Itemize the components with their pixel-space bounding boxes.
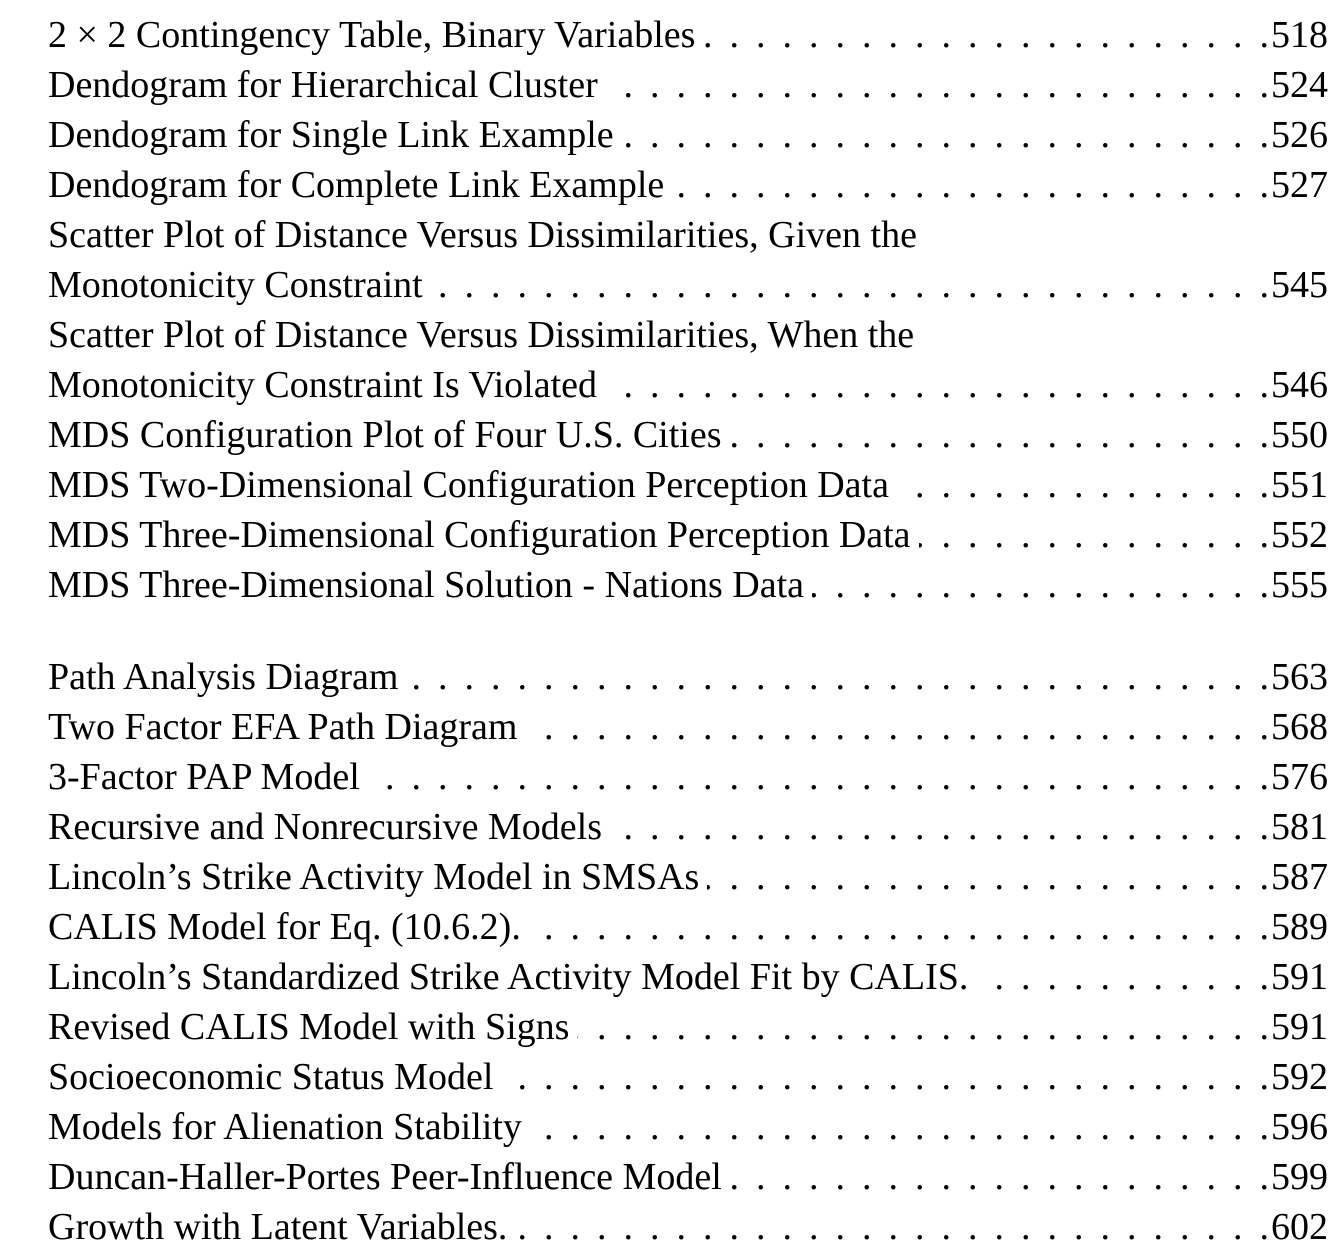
- entry-page-number: 587: [1271, 856, 1328, 898]
- dot-leader: [707, 852, 1269, 902]
- dot-leader: [431, 260, 1269, 310]
- dot-leader: [730, 1152, 1269, 1202]
- entry-page-number: 527: [1271, 164, 1328, 206]
- toc-entry[interactable]: [48, 702, 1328, 752]
- toc-entry[interactable]: [48, 10, 1328, 60]
- entry-page-number: 550: [1271, 414, 1328, 456]
- entry-title: Lincoln’s Strike Activity Model in SMSAs: [48, 856, 700, 898]
- entry-title: Dendogram for Hierarchical Cluster: [48, 64, 598, 106]
- dot-leader: [812, 560, 1269, 610]
- dot-leader: [577, 1002, 1269, 1052]
- toc-entry[interactable]: [48, 1202, 1328, 1252]
- toc-entry[interactable]: [48, 802, 1328, 852]
- entry-title: Lincoln’s Standardized Strike Activity Model Fit by CALIS.: [48, 956, 969, 998]
- toc-entry[interactable]: [48, 752, 1328, 802]
- toc-entry[interactable]: [48, 110, 1328, 160]
- entry-page-number: 545: [1271, 264, 1328, 306]
- entry-page-number: 581: [1271, 806, 1328, 848]
- toc-entry[interactable]: [48, 310, 1328, 410]
- toc-entry[interactable]: [48, 510, 1328, 560]
- toc-entry[interactable]: [48, 1102, 1328, 1152]
- entry-title: Models for Alienation Stability: [48, 1106, 522, 1148]
- dot-leader: [525, 702, 1269, 752]
- entry-title: 3-Factor PAP Model: [48, 756, 360, 798]
- dot-leader: [515, 1202, 1269, 1252]
- toc-entry[interactable]: [48, 210, 1328, 310]
- entry-title: CALIS Model for Eq. (10.6.2).: [48, 906, 521, 948]
- entry-title: Socioeconomic Status Model: [48, 1056, 494, 1098]
- toc-entry[interactable]: [48, 952, 1328, 1002]
- entry-title: Growth with Latent Variables.: [48, 1206, 508, 1248]
- dot-leader: [606, 60, 1269, 110]
- entry-page-number: 524: [1271, 64, 1328, 106]
- entry-title: Dendogram for Single Link Example: [48, 114, 614, 156]
- dot-leader: [610, 802, 1269, 852]
- dot-leader: [730, 410, 1270, 460]
- toc-entry[interactable]: [48, 460, 1328, 510]
- figures-section-1: [48, 10, 1328, 610]
- entry-page-number: 596: [1271, 1106, 1328, 1148]
- dot-leader: [897, 460, 1269, 510]
- toc-entry[interactable]: [48, 1002, 1328, 1052]
- toc-entry[interactable]: [48, 410, 1328, 460]
- dot-leader: [622, 110, 1269, 160]
- toc-entry[interactable]: [48, 902, 1328, 952]
- dot-leader: [530, 1102, 1269, 1152]
- toc-entry[interactable]: [48, 60, 1328, 110]
- entry-page-number: 576: [1271, 756, 1328, 798]
- entry-page-number: 555: [1271, 564, 1328, 606]
- entry-page-number: 599: [1271, 1156, 1328, 1198]
- toc-entry[interactable]: [48, 852, 1328, 902]
- entry-title: Dendogram for Complete Link Example: [48, 164, 665, 206]
- dot-leader: [605, 360, 1269, 410]
- entry-title: Two Factor EFA Path Diagram: [48, 706, 518, 748]
- entry-title: MDS Three-Dimensional Solution - Nations Data: [48, 564, 805, 606]
- entry-title: MDS Two-Dimensional Configuration Perception Data: [48, 464, 889, 506]
- entry-page-number: 551: [1271, 464, 1328, 506]
- toc-entry[interactable]: [48, 160, 1328, 210]
- entry-title: Revised CALIS Model with Signs: [48, 1006, 570, 1048]
- entry-title-line1: Scatter Plot of Distance Versus Dissimilarities, When the: [48, 314, 915, 356]
- dot-leader: [672, 160, 1269, 210]
- entry-title: MDS Configuration Plot of Four U.S. Cities: [48, 414, 722, 456]
- entry-page-number: 552: [1271, 514, 1328, 556]
- toc-entry[interactable]: [48, 560, 1328, 610]
- dot-leader: [703, 10, 1269, 60]
- entry-page-number: 589: [1271, 906, 1328, 948]
- entry-title: Recursive and Nonrecursive Models: [48, 806, 603, 848]
- figures-section-2: [48, 652, 1328, 1252]
- toc-entry[interactable]: [48, 652, 1328, 702]
- entry-page-number: 546: [1271, 364, 1328, 406]
- dot-leader: [976, 952, 1269, 1002]
- dot-leader: [501, 1052, 1269, 1102]
- entry-title: Path Analysis Diagram: [48, 656, 399, 698]
- entry-page-number: 568: [1271, 706, 1328, 748]
- dot-leader: [368, 752, 1269, 802]
- entry-title: Duncan-Haller-Portes Peer-Influence Model: [48, 1156, 722, 1198]
- dot-leader: [919, 510, 1269, 560]
- entry-title: Monotonicity Constraint Is Violated: [48, 364, 598, 406]
- toc-entry[interactable]: [48, 1152, 1328, 1202]
- entry-title-line1: Scatter Plot of Distance Versus Dissimilarities, Given the: [48, 214, 917, 256]
- entry-page-number: 602: [1271, 1206, 1328, 1248]
- toc-entry[interactable]: [48, 1052, 1328, 1102]
- entry-page-number: 563: [1271, 656, 1328, 698]
- entry-title: MDS Three-Dimensional Configuration Perception Data: [48, 514, 911, 556]
- entry-title: 2 × 2 Contingency Table, Binary Variables: [48, 14, 696, 56]
- entry-page-number: 592: [1271, 1056, 1328, 1098]
- dot-leader: [529, 902, 1269, 952]
- entry-page-number: 526: [1271, 114, 1328, 156]
- entry-page-number: 591: [1271, 956, 1328, 998]
- entry-page-number: 591: [1271, 1006, 1328, 1048]
- entry-title: Monotonicity Constraint: [48, 264, 423, 306]
- entry-page-number: 518: [1271, 14, 1328, 56]
- dot-leader: [406, 652, 1269, 702]
